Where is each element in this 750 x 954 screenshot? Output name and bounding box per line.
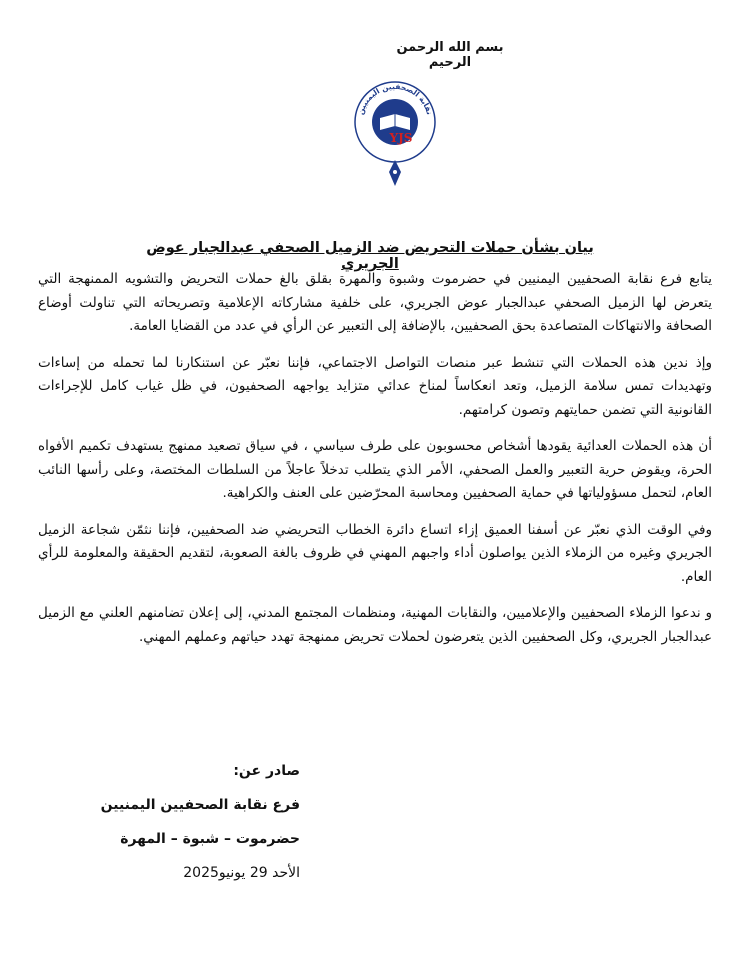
statement-body (38, 268, 712, 662)
signature-block (100, 760, 300, 884)
logo-monogram: YJS (389, 131, 413, 145)
logo-arc-text: نقابة الصحفيين اليمنيين (355, 81, 435, 116)
paragraph-2: وإذ ندين هذه الحملات التي تنشط عبر منصات التواصل الاجتماعي، فإننا نعبّر عن استنكارنا لما تحمله من إساءات وتهديدات تمس سلامة الزميل، وتعد انعكاساً لمناخ عدائي متزايد يواجهه الصحفيون، في ظل غياب كامل للإجراءات القانونية التي تضمن حمايتهم وتصون كرامتهم. (38, 354, 712, 418)
paragraph-3: أن هذه الحملات العدائية يقودها أشخاص محسوبون على طرف سياسي ، في سياق تصعيد ممنهج يستهدف تكميم الأفواه الحرة، ويقوض حرية التعبير والعمل الصحفي، الأمر الذي يتطلب تدخلاً عاجلاً من السلطات المختصة، وعلى رأسها النائب العام، لتحمل مسؤولياتها في حماية الصحفيين ومحاسبة المحرّضين على العنف والكراهية. (38, 438, 712, 501)
issuing-region: حضرموت – شبوة – المهرة (120, 831, 300, 847)
statement-title: بيان بشأن حملات التحريض ضد الزميل الصحفي عبدالجبار عوض الجريري (146, 240, 594, 272)
paragraph-4: وفي الوقت الذي نعبّر عن أسفنا العميق إزاء اتساع دائرة الخطاب التحريضي ضد الصحفيين، فإننا نثمّن شجاعة الزميل الجريري وغيره من الزملاء الذين يواصلون أداء واجبهم المهني في ظروف بالغة الصعوبة، لتقديم الحقيقة والمعلومة للرأي العام. (38, 521, 712, 585)
issued-by-label: صادر عن: (233, 763, 300, 779)
paragraph-1: يتابع فرع نقابة الصحفيين اليمنيين في حضرموت وشبوة والمهرة بقلق بالغ حملات التحريض والتشويه الممنهجة التي يتعرض لها الزميل الصحفي عبدالجبار عوض الجريري، على خلفية مشاركاته الإعلامية وتصريحاته التي تناولت أوضاع الصحافة والانتهاكات المتصاعدة بحق الصحفيين، بالإضافة إلى التعبير عن الرأي في عدد من القضايا العامة. (38, 271, 712, 334)
statement-date: الأحد 29 يونيو2025 (183, 865, 300, 881)
paragraph-5: و ندعوا الزملاء الصحفيين والإعلاميين، والنقابات المهنية، ومنظمات المجتمع المدني، إلى إعلان تضامنهم العلني مع الزميل عبدالجبار الجريري، وكل الصحفيين الذين يتعرضون لحملات تحريض ممنهجة تهدد حياتهم وعملهم المهني. (38, 605, 712, 645)
basmala: بسم الله الرحمن الرحيم (396, 40, 504, 70)
issuing-organization: فرع نقابة الصحفيين اليمنيين (100, 797, 300, 813)
yjs-logo (350, 60, 440, 190)
